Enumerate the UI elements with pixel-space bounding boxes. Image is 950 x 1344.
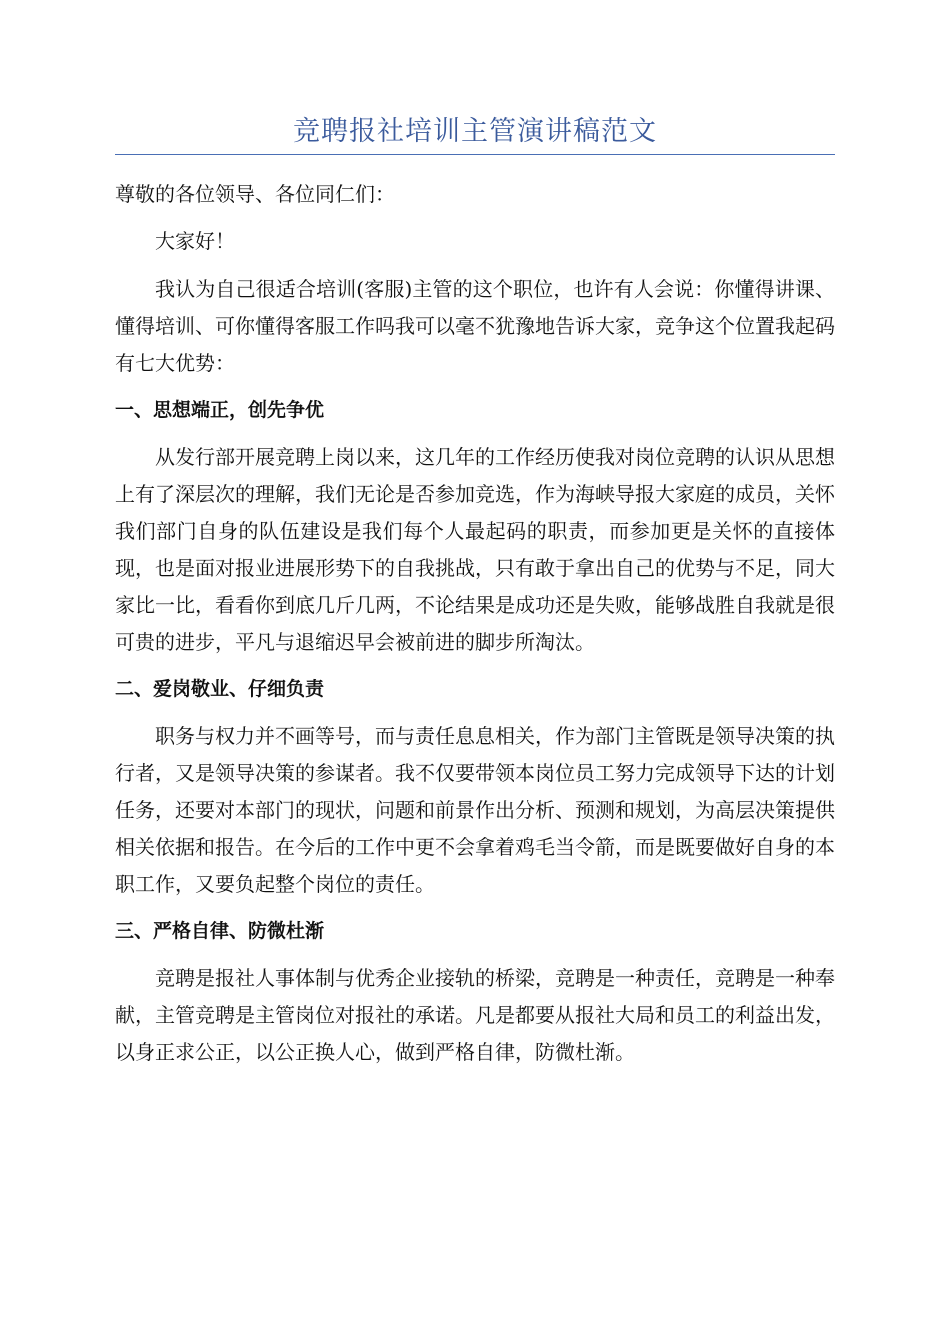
greeting: 大家好！ — [155, 229, 235, 253]
section-heading: 二、爱岗敬业、仔细负责 — [115, 678, 325, 700]
section-heading: 一、思想端正，创先争优 — [115, 399, 325, 421]
document-title: 竞聘报社培训主管演讲稿范文 — [293, 116, 657, 147]
intro-paragraph: 我认为自己很适合培训(客服)主管的这个职位，也许有人会说：你懂得讲课、懂得培训、可你懂得客服工作吗我可以毫不犹豫地告诉大家，竞争这个位置我起码有七大优势： — [115, 277, 835, 375]
section-paragraph: 职务与权力并不画等号，而与责任息息相关，作为部门主管既是领导决策的执行者，又是领导决策的参谋者。我不仅要带领本岗位员工努力完成领导下达的计划任务，还要对本部门的现状，问题和前景作出分析、预测和规划，为高层决策提供相关依据和报告。在今后的工作中更不会拿着鸡毛当令箭，而是既要做好自身的本职工作，又要负起整个岗位的责任。 — [115, 724, 835, 896]
section-paragraph: 从发行部开展竞聘上岗以来，这几年的工作经历使我对岗位竞聘的认识从思想上有了深层次的理解，我们无论是否参加竞选，作为海峡导报大家庭的成员，关怀我们部门自身的队伍建设是我们每个人最起码的职责，而参加更是关怀的直接体现，也是面对报业进展形势下的自我挑战，只有敢于拿出自己的优势与不足，同大家比一比，看看你到底几斤几两，不论结果是成功还是失败，能够战胜自我就是很可贵的进步，平凡与退缩迟早会被前进的脚步所淘汰。 — [115, 445, 835, 654]
title-underline — [115, 154, 835, 155]
salutation: 尊敬的各位领导、各位同仁们： — [115, 182, 395, 206]
section-paragraph: 竞聘是报社人事体制与优秀企业接轨的桥梁，竞聘是一种责任，竞聘是一种奉献，主管竞聘是主管岗位对报社的承诺。凡是都要从报社大局和员工的利益出发，以身正求公正，以公正换人心，做到严格自律，防微杜渐。 — [115, 966, 835, 1064]
section-heading: 三、严格自律、防微杜渐 — [115, 920, 325, 942]
document-body — [115, 176, 835, 1081]
